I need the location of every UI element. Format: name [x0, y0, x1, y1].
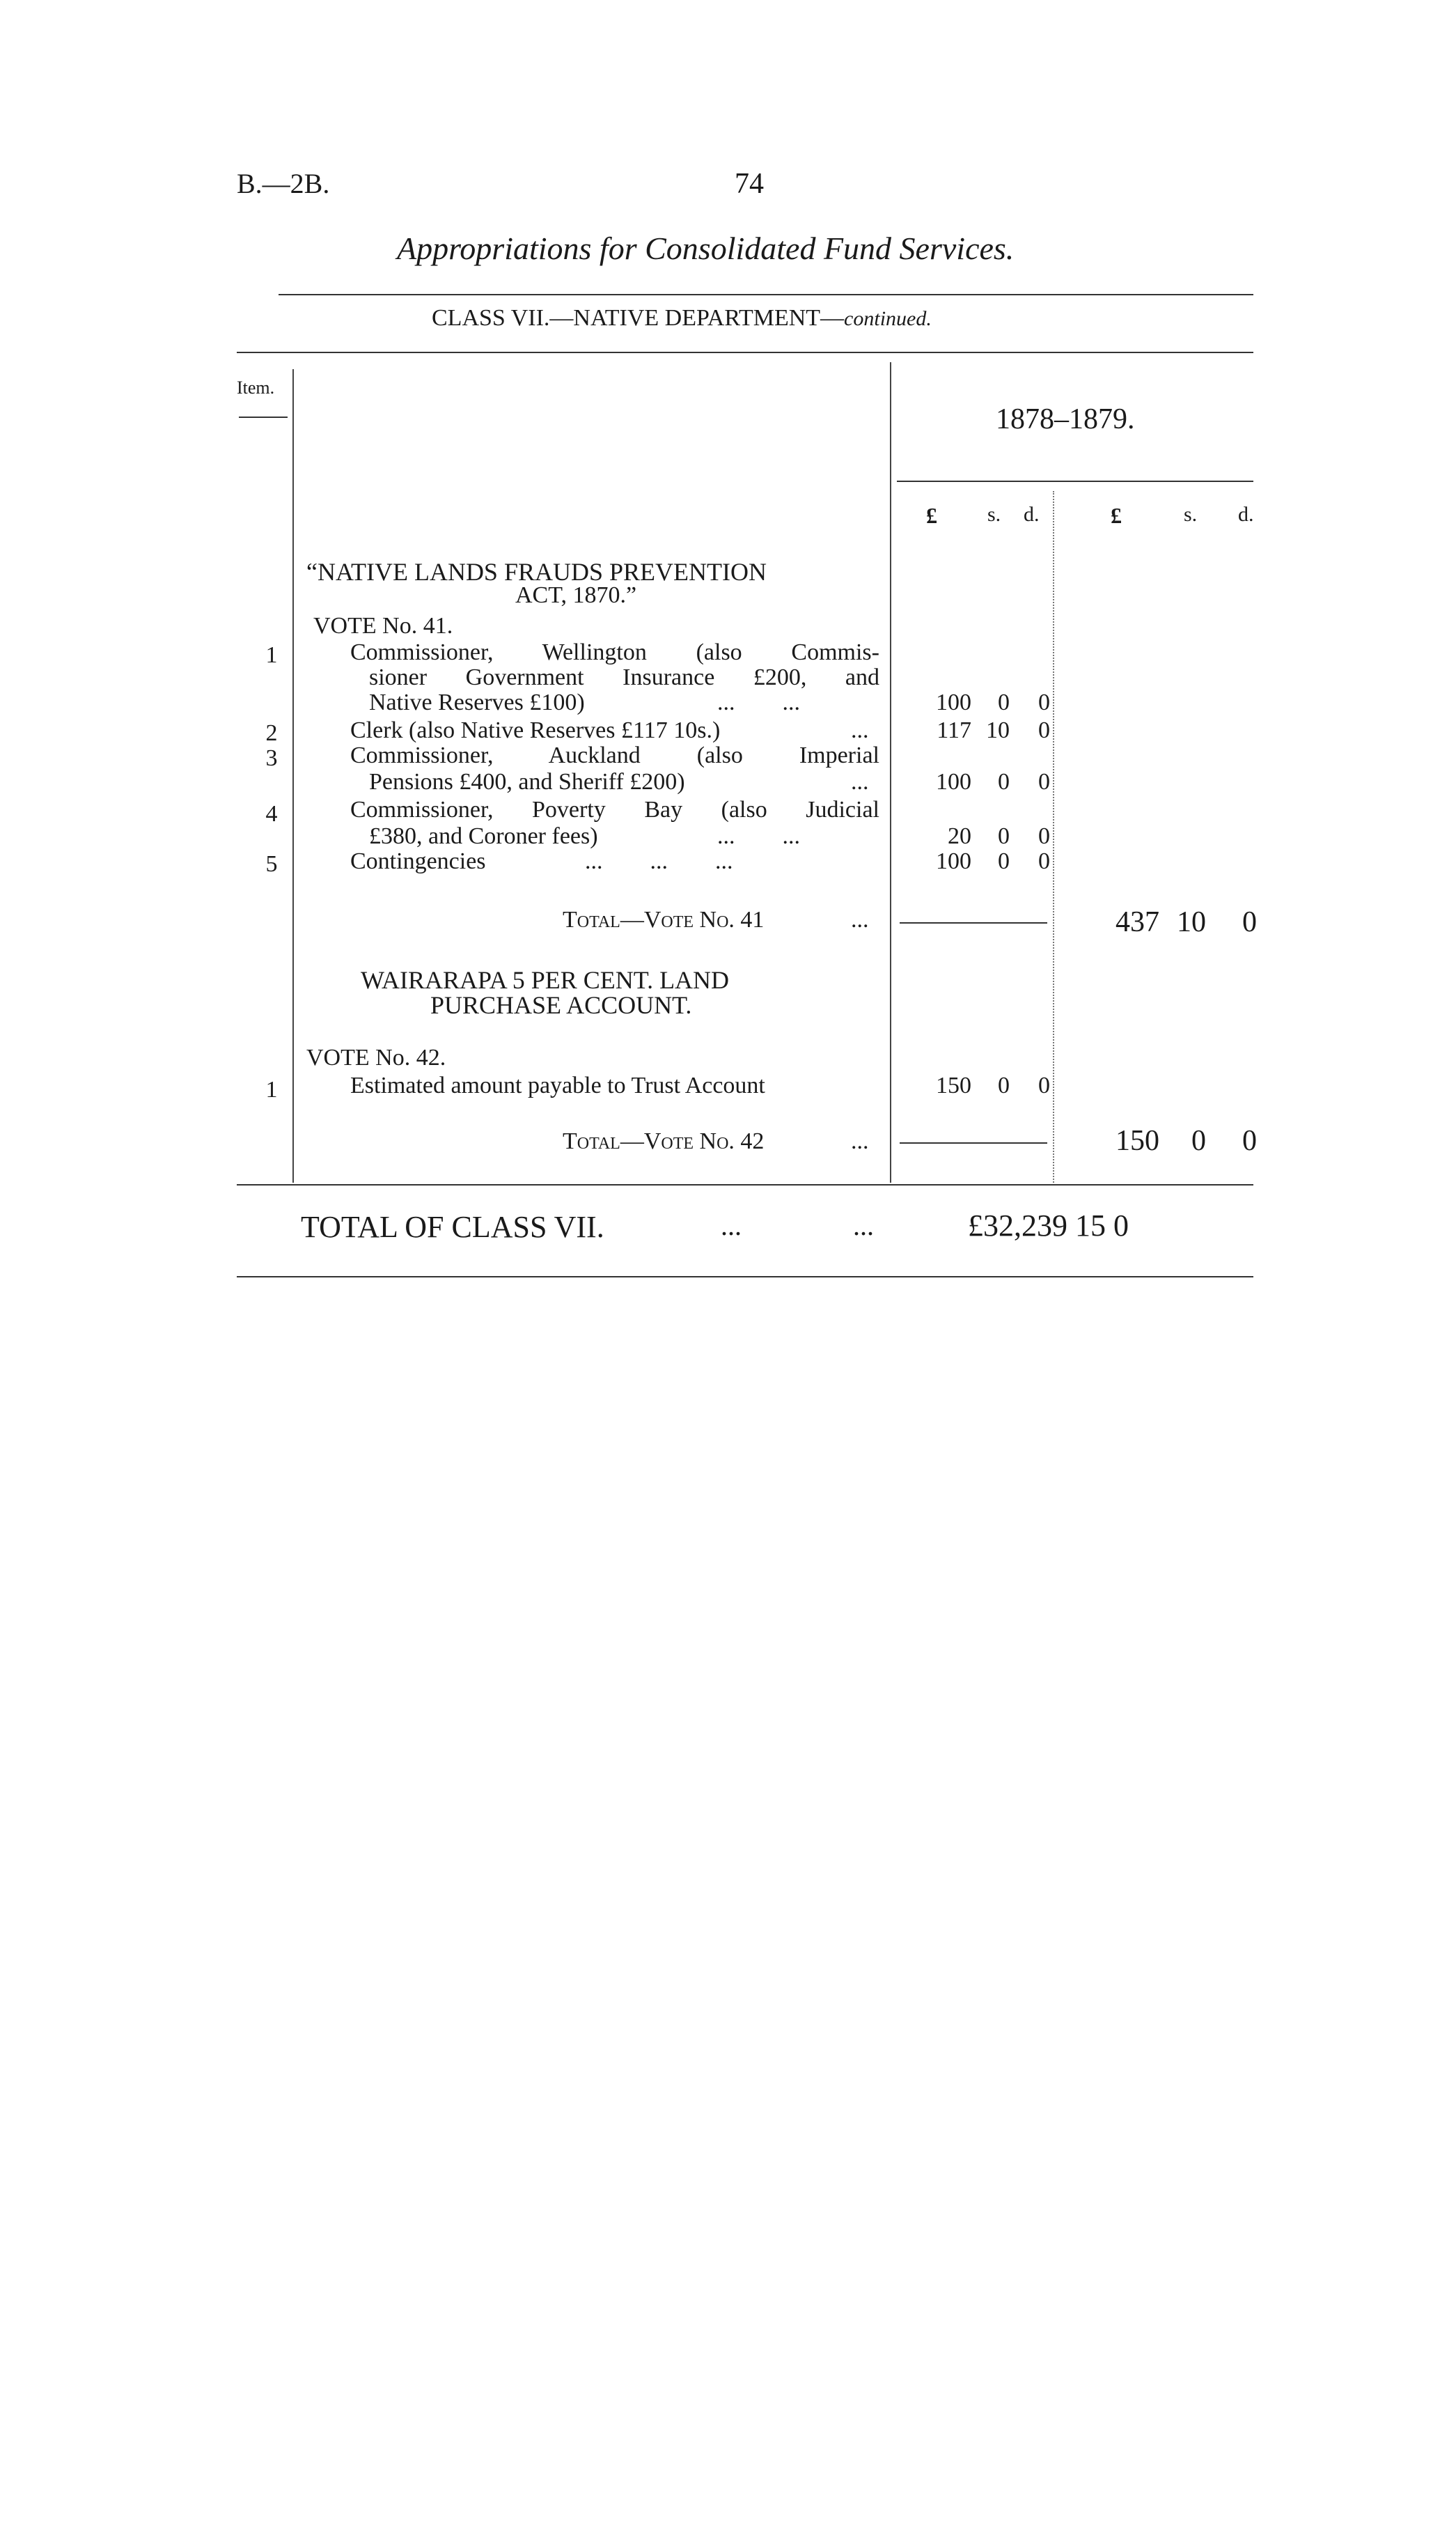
item-shillings: 0 — [998, 769, 1010, 795]
item-number: 2 — [265, 720, 278, 746]
item-description: £380, and Coroner fees) — [369, 823, 598, 849]
rule-bottom — [237, 1276, 1253, 1277]
item-shillings: 0 — [998, 848, 1010, 874]
item-description: Commissioner, Wellington (also Commis- — [350, 639, 879, 665]
item-pence: 0 — [1038, 690, 1050, 715]
item-description: Native Reserves £100) — [369, 690, 585, 715]
section2-title-line1: WAIRARAPA 5 PER CENT. LAND — [361, 966, 730, 994]
item-description: Commissioner, Auckland (also Imperial — [350, 743, 879, 768]
item-number: 5 — [265, 851, 278, 877]
year-underline — [897, 481, 1253, 482]
class-total-amount: £32,239 15 0 — [968, 1208, 1129, 1243]
shillings-header-2: s. — [1184, 503, 1198, 526]
section1-vote: VOTE No. 41. — [313, 613, 453, 639]
class-total-label: TOTAL OF CLASS VII. — [301, 1210, 604, 1244]
document-reference: B.—2B. — [237, 168, 330, 199]
vote-total-shillings: 10 — [1177, 906, 1206, 938]
item-pence: 0 — [1038, 769, 1050, 795]
rule-table-bottom — [237, 1184, 1253, 1186]
vote-total-pounds: 437 — [1116, 906, 1159, 938]
item-description: Clerk (also Native Reserves £117 10s.) — [350, 717, 721, 743]
pounds-header-2: £ — [1111, 503, 1122, 528]
item-pence: 0 — [1038, 1073, 1050, 1098]
section2-vote: VOTE No. 42. — [306, 1045, 446, 1071]
rule-top — [279, 294, 1253, 295]
section2-title-line2: PURCHASE ACCOUNT. — [430, 991, 692, 1019]
vote-total-pounds: 150 — [1116, 1125, 1159, 1157]
vote-total-label: Total—Vote No. 42 — [563, 1128, 765, 1154]
leader-dots: ... — [851, 717, 869, 743]
vote-total-pence: 0 — [1242, 906, 1257, 938]
item-description: Estimated amount payable to Trust Account — [350, 1073, 765, 1098]
vote-total-label: Total—Vote No. 41 — [563, 907, 765, 933]
item-column-divider — [292, 369, 294, 1183]
pounds-header-1: £ — [926, 503, 937, 528]
vote-total-shillings: 0 — [1191, 1125, 1206, 1157]
page-number: 74 — [735, 168, 764, 200]
subtotal-rule — [900, 922, 1047, 924]
item-description: Contingencies — [350, 848, 486, 874]
subtotal-rule — [900, 1142, 1047, 1144]
leader-dots: ... ... — [717, 823, 800, 849]
item-number: 4 — [265, 801, 278, 827]
year-header: 1878–1879. — [996, 403, 1135, 435]
item-pence: 0 — [1038, 848, 1050, 874]
pence-header-1: d. — [1024, 503, 1040, 526]
leader-dots: ... ... ... — [585, 848, 733, 874]
rule-table-top — [237, 352, 1253, 353]
item-pounds: 117 — [937, 717, 971, 743]
class-heading-continued: continued. — [844, 307, 932, 330]
item-pounds: 100 — [936, 848, 971, 874]
leader-dots: ... — [851, 1128, 869, 1154]
item-number: 1 — [265, 1077, 278, 1103]
item-shillings: 10 — [986, 717, 1010, 743]
item-number: 3 — [265, 745, 278, 771]
class-heading — [432, 305, 932, 332]
shillings-header-1: s. — [987, 503, 1001, 526]
item-description: Pensions £400, and Sheriff £200) — [369, 769, 685, 795]
item-shillings: 0 — [998, 823, 1010, 849]
item-pounds: 100 — [936, 690, 971, 715]
item-description: Commissioner, Poverty Bay (also Judicial — [350, 797, 879, 823]
item-pence: 0 — [1038, 823, 1050, 849]
item-number: 1 — [265, 642, 278, 668]
leader-dots: ... — [853, 1210, 874, 1241]
item-pence: 0 — [1038, 717, 1050, 743]
item-pounds: 100 — [936, 769, 971, 795]
description-column-divider — [890, 362, 891, 1183]
item-shillings: 0 — [998, 690, 1010, 715]
leader-dots: ... — [721, 1210, 742, 1241]
pence-header-2: d. — [1238, 503, 1254, 526]
leader-dots: ... ... — [717, 690, 800, 715]
item-pounds: 20 — [948, 823, 971, 849]
leader-dots: ... — [851, 769, 869, 795]
page-title: Appropriations for Consolidated Fund Services. — [397, 231, 1015, 266]
item-pounds: 150 — [936, 1073, 971, 1098]
item-column-header: Item. — [237, 378, 275, 398]
amount-column-divider — [1053, 491, 1054, 1183]
leader-dots: ... — [851, 907, 869, 933]
section1-title-line1: “NATIVE LANDS FRAUDS PREVENTION — [306, 558, 767, 586]
section1-title-line2: ACT, 1870.” — [515, 582, 637, 608]
class-heading-text: CLASS VII.—NATIVE DEPARTMENT— — [432, 305, 845, 331]
item-description: sioner Government Insurance £200, and — [369, 664, 879, 690]
item-header-underline — [239, 417, 288, 418]
item-shillings: 0 — [998, 1073, 1010, 1098]
vote-total-pence: 0 — [1242, 1125, 1257, 1157]
